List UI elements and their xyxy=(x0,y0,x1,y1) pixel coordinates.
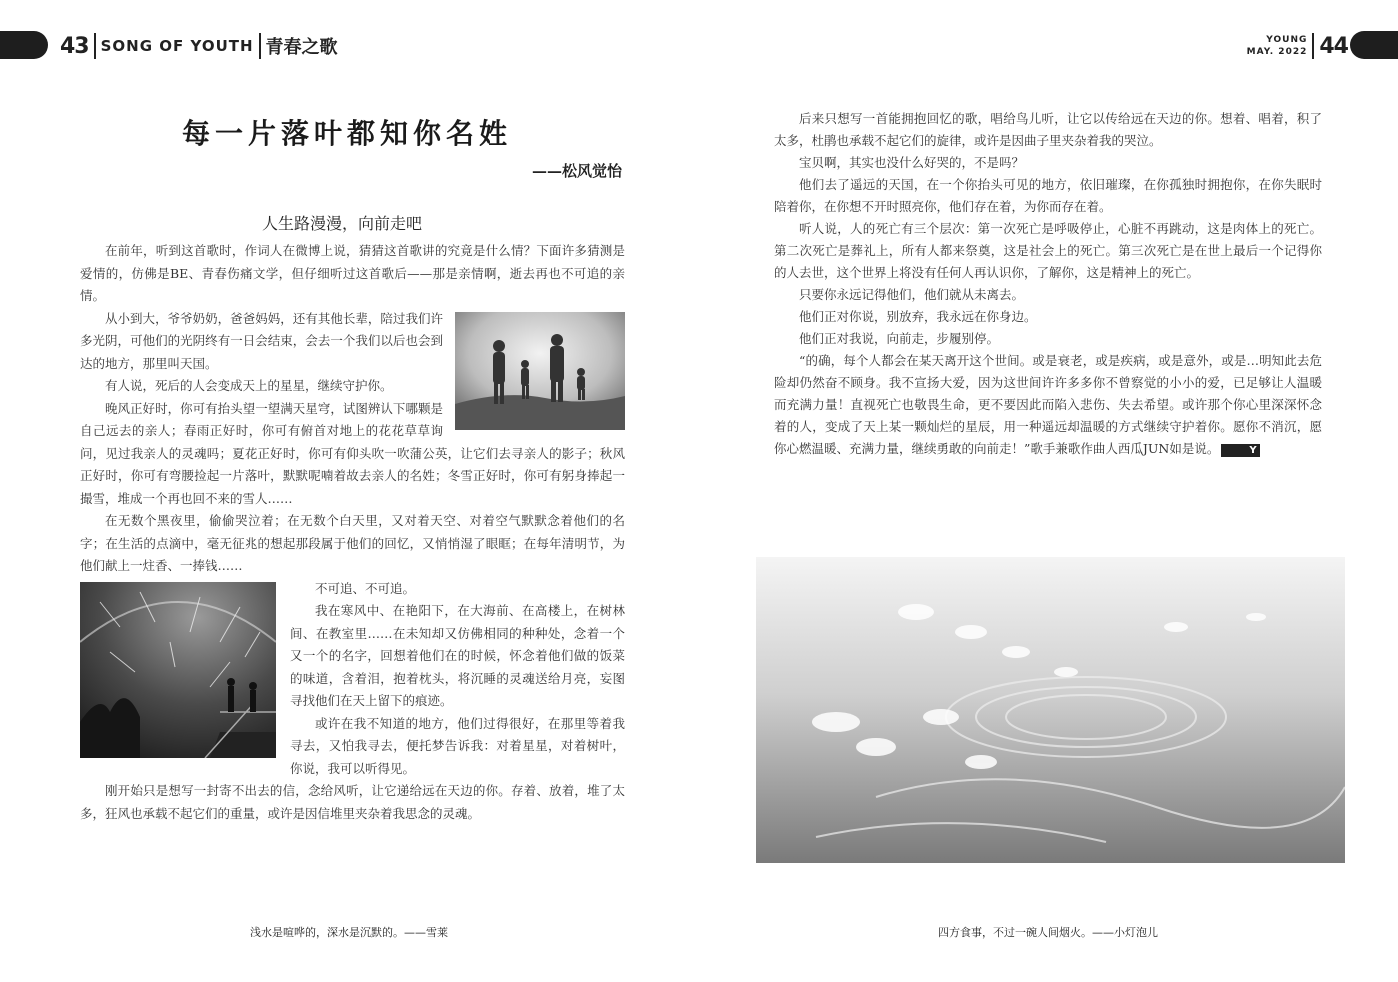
lotus-lanterns-photo xyxy=(756,557,1345,863)
paragraph: 刚开始只是想写一封寄不出去的信，念给风听，让它递给远在天边的你。存着、放着，堆了太多，狂风也承载不起它们的重量，或许是因信堆里夹杂着我思念的灵魂。 xyxy=(80,783,625,821)
paragraph: 晚风正好时，你可有抬头望一望满天星穹，试图辨认下哪颗是自己远去的亲人；春雨正好时，你可有俯首对地上的花花草草询问，见过我亲人的灵魂吗；夏花正好时，你可有仰头吹一吹蒲公英，让它们去寻亲人的影子；秋风正好时，你可有弯腰捡起一片落叶，默默呢喃着故去亲人的名姓；冬雪正好时，你可有躬身捧起一撮雪，堆成一个再也回不来的雪人…… xyxy=(80,400,625,506)
paragraph: 听人说，人的死亡有三个层次：第一次死亡是呼吸停止，心脏不再跳动，这是肉体上的死亡。第二次死亡是葬礼上，所有人都来祭奠，这是社会上的死亡。第三次死亡是在世上最后一个记得你的人去世，这个世界上将没有任何人再认识你，了解你，这是精神上的死亡。 xyxy=(774,221,1322,280)
right-page-number: 44 xyxy=(1319,33,1348,59)
meteor-shower-photo xyxy=(80,582,276,758)
paragraph-final-text: “的确，每个人都会在某天离开这个世间。或是衰老，或是疾病，或是意外，或是…明知此去危险却仍然奋不顾身。我不宣扬大爱，因为这世间许许多多你不曾察觉的小小的爱，已足够让人温暖而充满力量！直视死亡也敬畏生命，更不要因此而陷入悲伤、失去希望。或许那个你心里深深怀念着的人，变成了天上某一颗灿烂的星辰，用一种遥远却温暖的方式继续守护着你。愿你不消沉，愿你心燃温暖、充满力量，继续勇敢的向前走！”歌手兼歌作曲人西瓜JUN如是说。 xyxy=(774,353,1322,456)
paragraph: 我在寒风中、在艳阳下，在大海前、在高楼上，在树林间、在教室里……在未知却又仿佛相同的种种处，念着一个又一个的名字，回想着他们在的时候，怀念着他们做的饭菜的味道，含着泪，抱着枕头，将沉睡的灵魂送给月亮，妄图寻找他们在天上留下的痕迹。 xyxy=(290,603,625,708)
left-page-tab xyxy=(0,31,48,59)
paragraph: 不可追、不可追。 xyxy=(315,580,416,596)
right-page-tab xyxy=(1350,31,1398,59)
left-column xyxy=(80,240,625,825)
article-author: ——松风觉怡 xyxy=(531,162,622,180)
left-page-number: 43 xyxy=(60,33,89,59)
header-divider xyxy=(94,33,96,59)
left-header xyxy=(60,31,338,61)
article-title: 每一片落叶都知你名姓 xyxy=(182,117,513,150)
article-subtitle: 人生路漫漫，向前走吧 xyxy=(262,214,423,233)
paragraph: 在前年，听到这首歌时，作词人在微博上说，猜猜这首歌讲的究竟是什么情？下面许多猜测是爱情的，仿佛是BE、青春伤痛文学，但仔细听过这首歌后——那是亲情啊，逝去再也不可追的亲情。 xyxy=(80,243,625,303)
paragraph: 只要你永远记得他们，他们就从未离去。 xyxy=(799,287,1025,302)
end-mark-icon: Y xyxy=(1221,444,1259,457)
paragraph: 或许在我不知道的地方，他们过得很好，在那里等着我寻去，又怕我寻去，便托梦告诉我：对着星星，对着树叶，你说，我可以听得见。 xyxy=(290,715,625,776)
paragraph: 他们正对你说，别放弃，我永远在你身边。 xyxy=(799,309,1037,324)
brand: YOUNG xyxy=(1266,35,1308,45)
paragraph: 他们去了遥远的天国，在一个你抬头可见的地方，依旧璀璨，在你孤独时拥抱你，在你失眠时陪着你，在你想不开时照亮你，他们存在着，为你而存在着。 xyxy=(774,177,1322,214)
paragraph: 宝贝啊，其实也没什么好哭的，不是吗？ xyxy=(799,155,1025,170)
right-header xyxy=(1247,31,1348,61)
magazine-title: SONG OF YOUTH xyxy=(100,37,254,55)
paragraph-final xyxy=(774,350,1322,460)
paragraph: 有人说，死后的人会变成天上的星星，继续守护你。 xyxy=(105,378,393,393)
paragraph: 他们正对我说，向前走，步履别停。 xyxy=(799,331,1000,346)
footer-quote-left: 浅水是喧哗的，深水是沉默的。——雪莱 xyxy=(250,926,448,939)
paragraph: 后来只想写一首能拥抱回忆的歌，唱给鸟儿听，让它以传给远在天边的你。想着、唱着，积了太多，杜鹃也承载不起它们的旋律，或许是因曲子里夹杂着我的哭泣。 xyxy=(774,111,1322,148)
paragraph: 从小到大，爷爷奶奶，爸爸妈妈，还有其他长辈，陪过我们许多光阴，可他们的光阴终有一日会结束，会去一个我们以后也会到达的地方，那里叫天国。 xyxy=(80,310,443,371)
issue-meta xyxy=(1247,34,1308,58)
issue-date: MAY. 2022 xyxy=(1246,47,1308,57)
family-silhouette-photo xyxy=(455,312,625,430)
paragraph: 在无数个黑夜里，偷偷哭泣着；在无数个白天里，又对着天空、对着空气默默念着他们的名字；在生活的点滴中，毫无征兆的想起那段属于他们的回忆，又悄悄湿了眼眶；在每年清明节，为他们献上一炷香、一捧钱…… xyxy=(80,513,625,573)
right-column xyxy=(774,108,1322,460)
header-divider xyxy=(259,33,261,59)
header-divider xyxy=(1312,33,1314,59)
magazine-title-cn: 青春之歌 xyxy=(265,37,338,58)
footer-quote-right: 四方食事，不过一碗人间烟火。——小灯泡儿 xyxy=(938,926,1158,939)
